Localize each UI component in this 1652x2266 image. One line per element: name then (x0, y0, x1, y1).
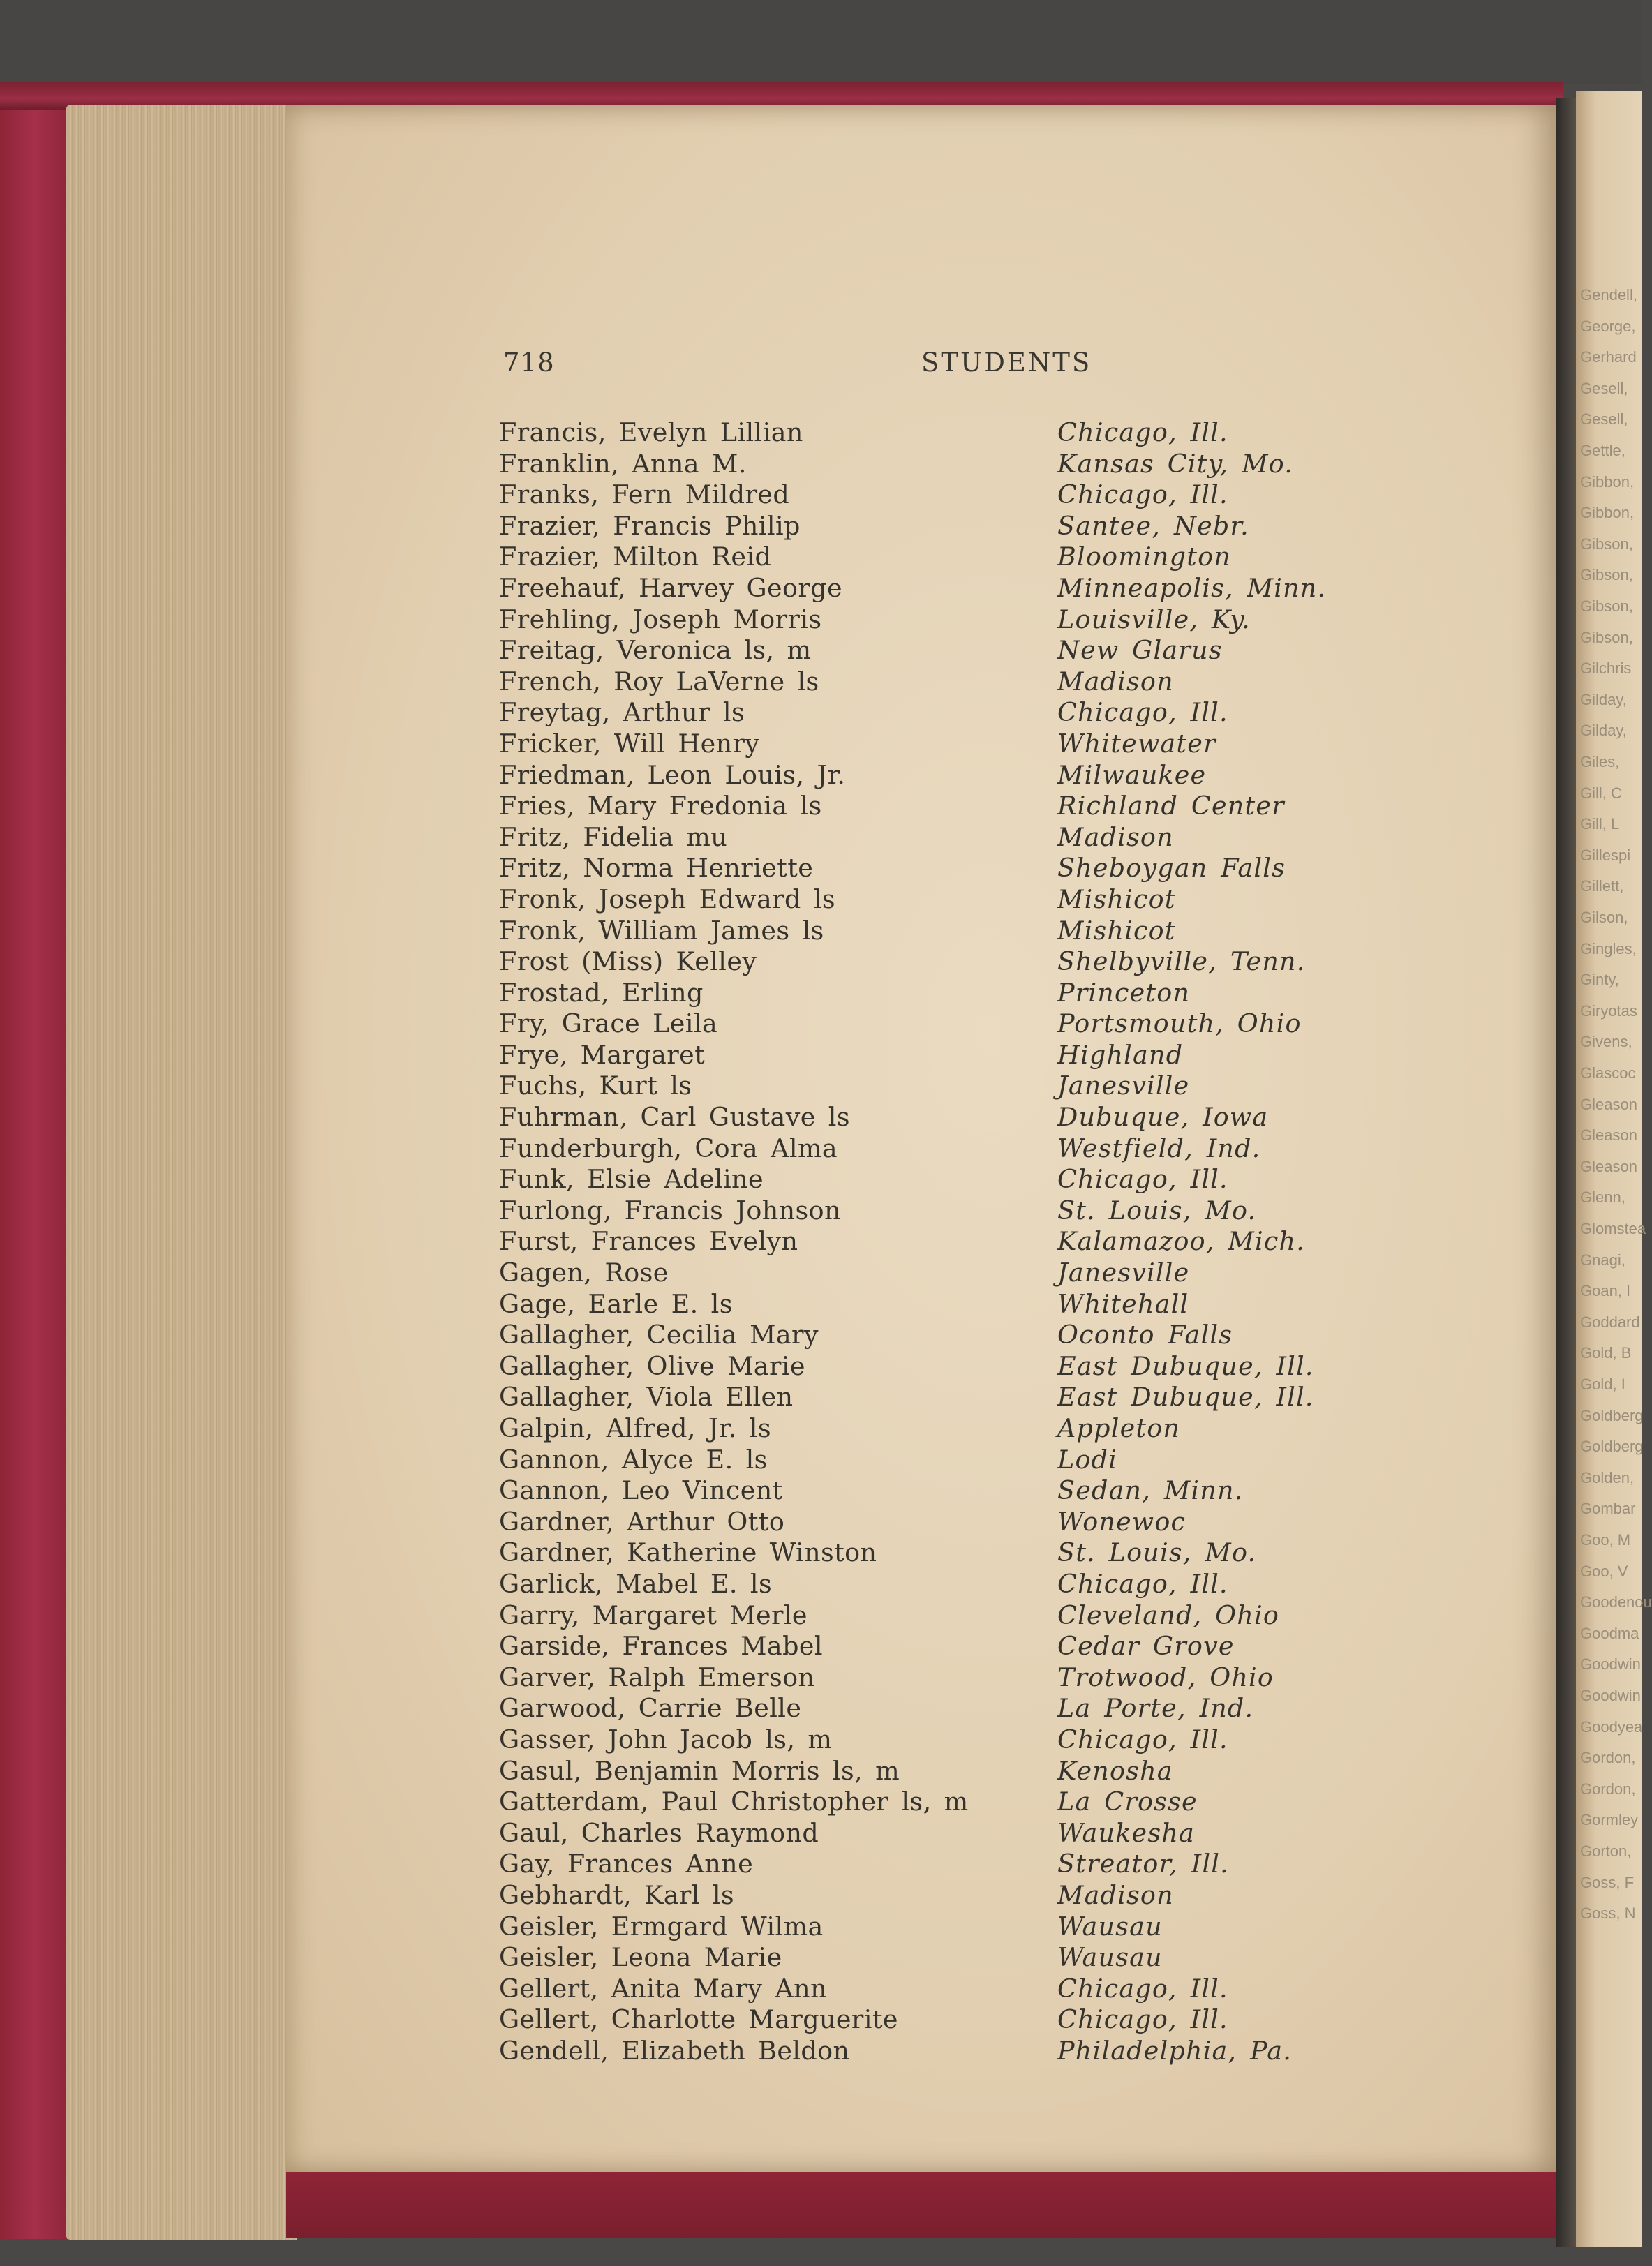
student-name: Frostad, Erling (499, 977, 704, 1008)
student-hometown: Westfield, Ind. (1057, 1133, 1261, 1163)
list-item (499, 884, 1546, 916)
student-name: Frazier, Francis Philip (499, 510, 801, 541)
student-name: Garwood, Carrie Belle (499, 1693, 802, 1724)
next-page-fragment: Gibbon, (1580, 504, 1635, 522)
student-name: Funk, Elsie Adeline (499, 1164, 764, 1195)
student-hometown: Kenosha (1057, 1755, 1173, 1786)
list-item (499, 1724, 1546, 1756)
list-item (499, 1537, 1546, 1569)
student-hometown: Madison (1057, 821, 1174, 852)
list-item (499, 1413, 1546, 1445)
student-hometown: Milwaukee (1057, 759, 1207, 790)
student-name: Gasul, Benjamin Morris ls, m (499, 1755, 900, 1786)
next-page-fragment: Goldberg (1580, 1406, 1644, 1424)
next-page-fragment: Goddard (1580, 1313, 1640, 1331)
next-page-fragment: Gormley (1580, 1811, 1639, 1829)
book-page (286, 105, 1563, 2174)
list-item (499, 666, 1546, 698)
student-hometown: Wonewoc (1057, 1506, 1186, 1537)
list-item (499, 1289, 1546, 1320)
student-hometown: Mishicot (1057, 884, 1176, 914)
student-name: Franklin, Anna M. (499, 448, 747, 479)
next-page-fragment: Goss, N (1580, 1905, 1636, 1923)
student-name: Freytag, Arthur ls (499, 697, 745, 728)
list-item (499, 1008, 1546, 1040)
next-page-fragment: Golden, (1580, 1468, 1635, 1486)
student-name: Gannon, Alyce E. ls (499, 1444, 768, 1475)
next-page-fragment: Giryotas (1580, 1001, 1637, 1020)
list-item (499, 1071, 1546, 1102)
page-header (286, 348, 1563, 382)
student-name: Frye, Margaret (499, 1039, 706, 1070)
student-name: Frost (Miss) Kelley (499, 946, 757, 977)
list-item (499, 1226, 1546, 1258)
list-item (499, 604, 1546, 636)
student-hometown: Streator, Ill. (1057, 1849, 1229, 1879)
next-page-fragment: Gold, B (1580, 1344, 1632, 1362)
student-name: Gellert, Charlotte Marguerite (499, 2004, 898, 2035)
next-page-fragment: Goodyea (1580, 1717, 1643, 1736)
student-hometown: Kansas City, Mo. (1057, 448, 1294, 479)
list-item (499, 946, 1546, 978)
student-name: Gay, Frances Anne (499, 1849, 754, 1879)
student-hometown: St. Louis, Mo. (1057, 1195, 1257, 1225)
list-item (499, 916, 1546, 947)
next-page-fragment: Goodwin (1580, 1655, 1641, 1674)
student-hometown: Chicago, Ill. (1057, 1724, 1228, 1754)
student-name: Garry, Margaret Merle (499, 1600, 808, 1630)
next-page-fragment: Gold, I (1580, 1376, 1625, 1393)
student-name: Gagen, Rose (499, 1258, 669, 1288)
list-item (499, 822, 1546, 854)
list-item (499, 1818, 1546, 1849)
student-hometown: Janesville (1057, 1071, 1190, 1101)
next-page-fragment: Gillett, (1580, 877, 1624, 895)
student-hometown: Richland Center (1057, 791, 1285, 821)
student-name: Gendell, Elizabeth Beldon (499, 2035, 850, 2066)
student-hometown: Cleveland, Ohio (1057, 1600, 1280, 1630)
list-item (499, 1445, 1546, 1476)
list-item (499, 1662, 1546, 1694)
next-page-fragment: Ginty, (1580, 971, 1619, 989)
student-name: Freehauf, Harvey George (499, 572, 842, 603)
student-hometown: La Porte, Ind. (1057, 1693, 1254, 1724)
list-item (499, 1942, 1546, 1974)
next-page-fragment: Glenn, (1580, 1188, 1625, 1207)
student-name: Gatterdam, Paul Christopher ls, m (499, 1787, 969, 1817)
page-number: 718 (503, 348, 555, 378)
list-item (499, 417, 1546, 449)
list-item (499, 1133, 1546, 1165)
list-item (499, 1351, 1546, 1382)
next-page-fragment: Gettle, (1580, 442, 1625, 459)
student-hometown: St. Louis, Mo. (1057, 1537, 1257, 1568)
list-item (499, 729, 1546, 760)
student-hometown: Whitewater (1057, 728, 1216, 759)
student-name: Fronk, William James ls (499, 915, 824, 946)
student-name: Fries, Mary Fredonia ls (499, 791, 822, 821)
student-hometown: Whitehall (1057, 1288, 1189, 1319)
student-name: Furlong, Francis Johnson (499, 1195, 841, 1225)
list-item (499, 1040, 1546, 1071)
next-page-fragment: Gerhard (1580, 348, 1637, 366)
student-name: Gardner, Katherine Winston (499, 1537, 877, 1568)
student-hometown: Kalamazoo, Mich. (1057, 1226, 1306, 1257)
student-name: Fricker, Will Henry (499, 728, 760, 759)
next-page-fragment: Goodma (1580, 1624, 1639, 1642)
student-hometown: Madison (1057, 1879, 1174, 1910)
student-name: Geisler, Ermgard Wilma (499, 1911, 824, 1941)
student-hometown: Cedar Grove (1057, 1631, 1235, 1662)
list-item (499, 635, 1546, 666)
next-page-fragment: Givens, (1580, 1033, 1632, 1051)
list-item (499, 1102, 1546, 1133)
book-binding (0, 82, 77, 2239)
student-hometown: Janesville (1057, 1258, 1190, 1288)
list-item (499, 853, 1546, 884)
list-item (499, 542, 1546, 573)
next-page-edge (1576, 91, 1652, 2247)
student-hometown: Waukesha (1057, 1817, 1195, 1848)
student-hometown: New Glarus (1057, 635, 1223, 666)
student-hometown: East Dubuque, Ill. (1057, 1382, 1314, 1412)
student-hometown: Appleton (1057, 1413, 1181, 1443)
student-hometown: Lodi (1057, 1444, 1118, 1475)
student-name: Gellert, Anita Mary Ann (499, 1973, 827, 2004)
student-name: Fuhrman, Carl Gustave ls (499, 1102, 850, 1133)
student-hometown: Chicago, Ill. (1057, 2004, 1228, 2035)
list-item (499, 2004, 1546, 2036)
student-name: Frehling, Joseph Morris (499, 604, 822, 634)
list-item (499, 1693, 1546, 1724)
next-page-fragment: Gingles, (1580, 939, 1637, 957)
next-page-fragment: George, (1580, 317, 1636, 335)
student-name: Fritz, Norma Henriette (499, 853, 814, 884)
student-name: Gallagher, Cecilia Mary (499, 1320, 819, 1350)
next-page-fragment: Giles, (1580, 753, 1620, 770)
list-item (499, 2036, 1546, 2067)
student-name: Garside, Frances Mabel (499, 1631, 823, 1662)
next-page-fragment: Goo, V (1580, 1562, 1628, 1580)
list-item (499, 1320, 1546, 1351)
student-name: Freitag, Veronica ls, m (499, 635, 812, 666)
student-hometown: Portsmouth, Ohio (1057, 1008, 1302, 1039)
student-hometown: Louisville, Ky. (1057, 604, 1251, 634)
next-page-fragment: Gordon, (1580, 1749, 1636, 1767)
student-hometown: Philadelphia, Pa. (1057, 2035, 1293, 2066)
next-page-fragment: Goan, I (1580, 1282, 1631, 1300)
student-hometown: Shelbyville, Tenn. (1057, 946, 1306, 977)
list-item (499, 1600, 1546, 1632)
student-name: Frazier, Milton Reid (499, 542, 772, 572)
student-name: Francis, Evelyn Lillian (499, 417, 803, 447)
student-hometown: Sedan, Minn. (1057, 1475, 1244, 1506)
next-page-fragment: Gill, L (1580, 815, 1620, 833)
next-page-fragment: Gleason (1580, 1126, 1637, 1145)
list-item (499, 511, 1546, 542)
student-name: Gallagher, Viola Ellen (499, 1382, 794, 1412)
student-name: Gasser, John Jacob ls, m (499, 1724, 833, 1754)
next-page-fragment: Goodenou (1580, 1593, 1652, 1611)
next-page-fragment: Goldberg (1580, 1438, 1644, 1456)
student-hometown: Chicago, Ill. (1057, 1164, 1228, 1195)
student-name: Gannon, Leo Vincent (499, 1475, 783, 1506)
list-item (499, 1164, 1546, 1195)
next-page-fragment: Gombar (1580, 1500, 1636, 1518)
list-item (499, 1880, 1546, 1911)
list-item (499, 1849, 1546, 1880)
list-item (499, 791, 1546, 822)
next-page-fragment: Glascoc (1580, 1064, 1636, 1082)
student-hometown: Chicago, Ill. (1057, 697, 1228, 728)
next-page-fragment: Gilson, (1580, 909, 1628, 926)
next-page-fragment: Gilday, (1580, 690, 1627, 708)
next-page-fragment: Gendell, (1580, 286, 1637, 304)
student-name: Fry, Grace Leila (499, 1008, 718, 1039)
list-item (499, 479, 1546, 511)
student-hometown: Mishicot (1057, 915, 1176, 946)
student-hometown: Wausau (1057, 1942, 1163, 1973)
student-hometown: Princeton (1057, 977, 1191, 1008)
next-page-fragment: Gnagi, (1580, 1251, 1625, 1269)
next-page-fragment: Gilchris (1580, 659, 1632, 678)
student-hometown: East Dubuque, Ill. (1057, 1350, 1314, 1381)
next-page-fragment: Gibson, (1580, 628, 1633, 646)
gutter-shadow (1556, 98, 1577, 2247)
student-name: Geisler, Leona Marie (499, 1942, 782, 1973)
student-name: Galpin, Alfred, Jr. ls (499, 1413, 771, 1443)
student-hometown: Wausau (1057, 1911, 1163, 1941)
list-item (499, 1756, 1546, 1787)
list-item (499, 1475, 1546, 1507)
student-hometown: Minneapolis, Minn. (1057, 572, 1327, 603)
list-item (499, 1195, 1546, 1227)
student-name: French, Roy LaVerne ls (499, 666, 819, 696)
next-page-fragment: Gesell, (1580, 410, 1628, 428)
student-name: Fuchs, Kurt ls (499, 1071, 692, 1101)
list-item (499, 1569, 1546, 1600)
student-name: Franks, Fern Mildred (499, 479, 790, 510)
next-page-fragment: Goss, F (1580, 1873, 1635, 1891)
next-page-fragment: Gesell, (1580, 379, 1628, 397)
student-name: Gage, Earle E. ls (499, 1288, 733, 1319)
student-list (499, 417, 1546, 2066)
next-page-fragment: Glomstea (1580, 1220, 1646, 1237)
student-hometown: Trotwood, Ohio (1057, 1662, 1274, 1692)
student-name: Garver, Ralph Emerson (499, 1662, 815, 1692)
next-page-fragment: Gleason (1580, 1157, 1637, 1175)
student-hometown: Chicago, Ill. (1057, 417, 1228, 447)
next-page-fragment: Goo, M (1580, 1531, 1631, 1549)
next-page-fragment: Gorton, (1580, 1842, 1632, 1860)
next-page-fragment: Goodwin (1580, 1687, 1641, 1704)
list-item (499, 697, 1546, 729)
next-page-fragment: Gleason (1580, 1095, 1637, 1113)
list-item (499, 978, 1546, 1009)
list-item (499, 1631, 1546, 1662)
student-name: Gardner, Arthur Otto (499, 1506, 785, 1537)
student-hometown: Sheboygan Falls (1057, 853, 1286, 884)
next-page-fragment: Gilday, (1580, 722, 1627, 740)
student-name: Furst, Frances Evelyn (499, 1226, 798, 1257)
book-binding-bottom (286, 2172, 1563, 2238)
list-item (499, 1974, 1546, 2005)
student-name: Fronk, Joseph Edward ls (499, 884, 836, 914)
student-hometown: Chicago, Ill. (1057, 479, 1228, 510)
student-hometown: Bloomington (1057, 542, 1231, 572)
list-item (499, 760, 1546, 791)
student-hometown: Highland (1057, 1039, 1184, 1070)
next-page-fragment: Gibson, (1580, 597, 1633, 615)
student-name: Gebhardt, Karl ls (499, 1879, 735, 1910)
list-item (499, 573, 1546, 604)
student-name: Fritz, Fidelia mu (499, 821, 728, 852)
student-name: Funderburgh, Cora Alma (499, 1133, 838, 1163)
list-item (499, 1382, 1546, 1413)
page-edges (66, 105, 297, 2240)
next-page-fragment: Gibson, (1580, 535, 1633, 553)
running-title: STUDENTS (921, 348, 1092, 378)
student-name: Friedman, Leon Louis, Jr. (499, 759, 846, 790)
student-name: Gallagher, Olive Marie (499, 1350, 805, 1381)
list-item (499, 1787, 1546, 1818)
next-page-fragment: Gordon, (1580, 1780, 1636, 1798)
student-hometown: Madison (1057, 666, 1174, 696)
student-hometown: Dubuque, Iowa (1057, 1102, 1269, 1133)
student-hometown: Chicago, Ill. (1057, 1973, 1228, 2004)
next-page-fragment: Gillespi (1580, 846, 1631, 864)
student-name: Gaul, Charles Raymond (499, 1817, 819, 1848)
student-hometown: La Crosse (1057, 1787, 1198, 1817)
student-hometown: Oconto Falls (1057, 1320, 1233, 1350)
list-item (499, 449, 1546, 480)
student-name: Garlick, Mabel E. ls (499, 1568, 773, 1599)
next-page-fragment: Gill, C (1580, 784, 1622, 802)
next-page-fragment: Gibson, (1580, 566, 1633, 584)
student-hometown: Santee, Nebr. (1057, 510, 1249, 541)
list-item (499, 1507, 1546, 1538)
backdrop (0, 0, 1642, 84)
list-item (499, 1258, 1546, 1289)
next-page-fragment: Gibbon, (1580, 472, 1635, 491)
list-item (499, 1911, 1546, 1943)
student-hometown: Chicago, Ill. (1057, 1568, 1228, 1599)
